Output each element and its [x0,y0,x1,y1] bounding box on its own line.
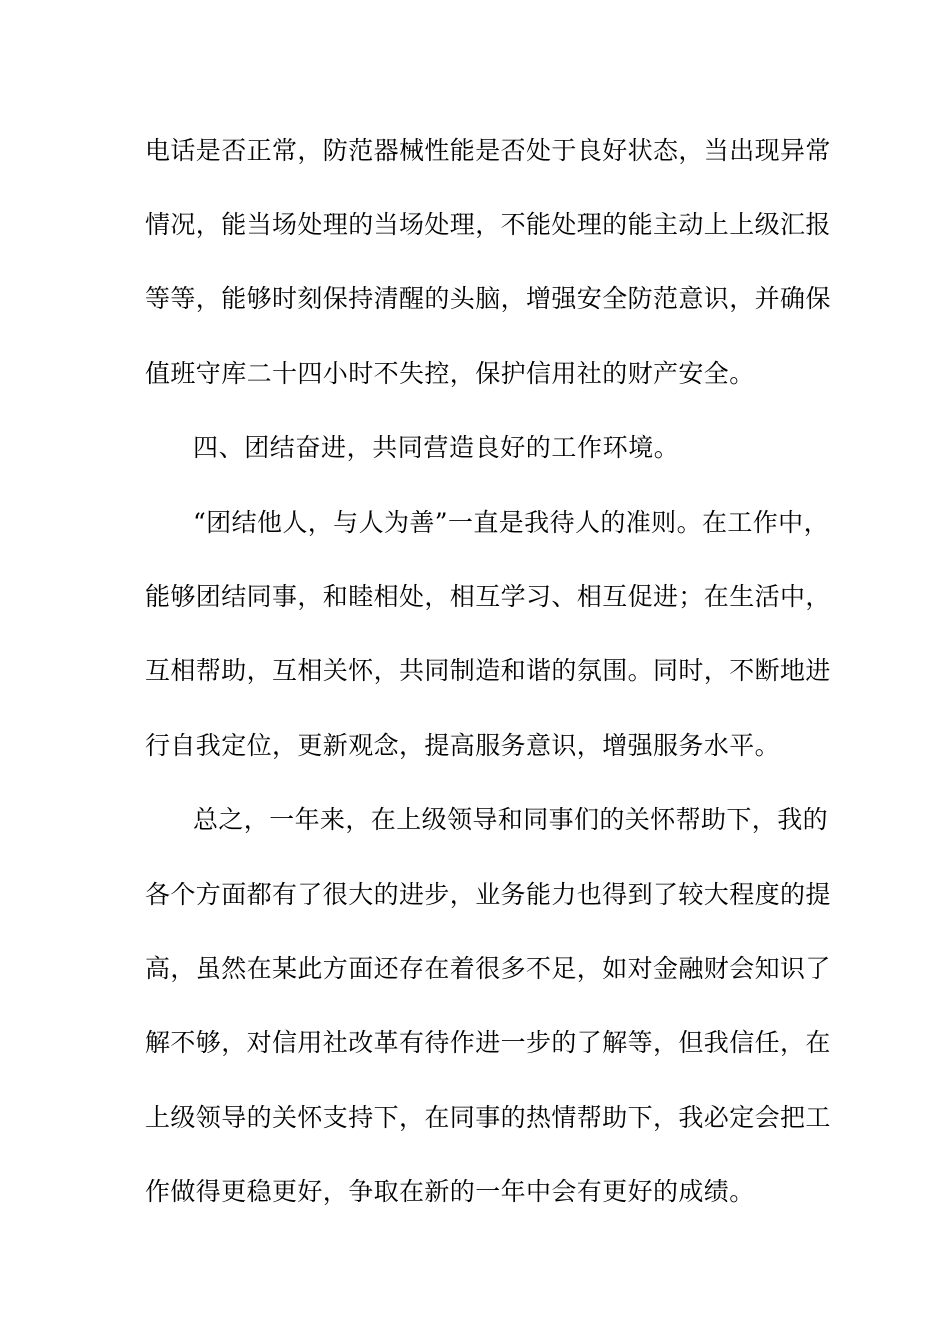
paragraph-line: 作做得更稳更好，争取在新的一年中会有更好的成绩。 [145,1177,755,1206]
paragraph-line: 解不够，对信用社改革有待作进一步的了解等，但我信任，在 [145,1028,831,1057]
paragraph-line: 各个方面都有了很大的进步，业务能力也得到了较大程度的提 [145,880,831,909]
paragraph-line: “团结他人，与人为善”一直是我待人的准则。在工作中， [193,508,829,537]
paragraph-line: 行自我定位，更新观念，提高服务意识，增强服务水平。 [145,731,781,760]
paragraph-line: 上级领导的关怀支持下，在同事的热情帮助下，我必定会把工 [145,1103,831,1132]
paragraph-line: 等等，能够时刻保持清醒的头脑，增强安全防范意识，并确保 [145,284,831,313]
section-heading: 四、团结奋进，共同营造良好的工作环境。 [193,433,680,462]
paragraph-line: 电话是否正常，防范器械性能是否处于良好状态，当出现异常 [145,136,831,165]
paragraph-line: 能够团结同事，和睦相处，相互学习、相互促进；在生活中， [145,582,831,611]
paragraph-line: 总之，一年来，在上级领导和同事们的关怀帮助下，我的 [193,805,829,834]
paragraph-line: 互相帮助，互相关怀，共同制造和谐的氛围。同时，不断地进 [145,656,831,685]
paragraph-line: 值班守库二十四小时不失控，保护信用社的财产安全。 [145,359,755,388]
paragraph-line: 情况，能当场处理的当场处理，不能处理的能主动上上级汇报 [145,210,831,239]
paragraph-line: 高，虽然在某此方面还存在着很多不足，如对金融财会知识了 [145,954,831,983]
